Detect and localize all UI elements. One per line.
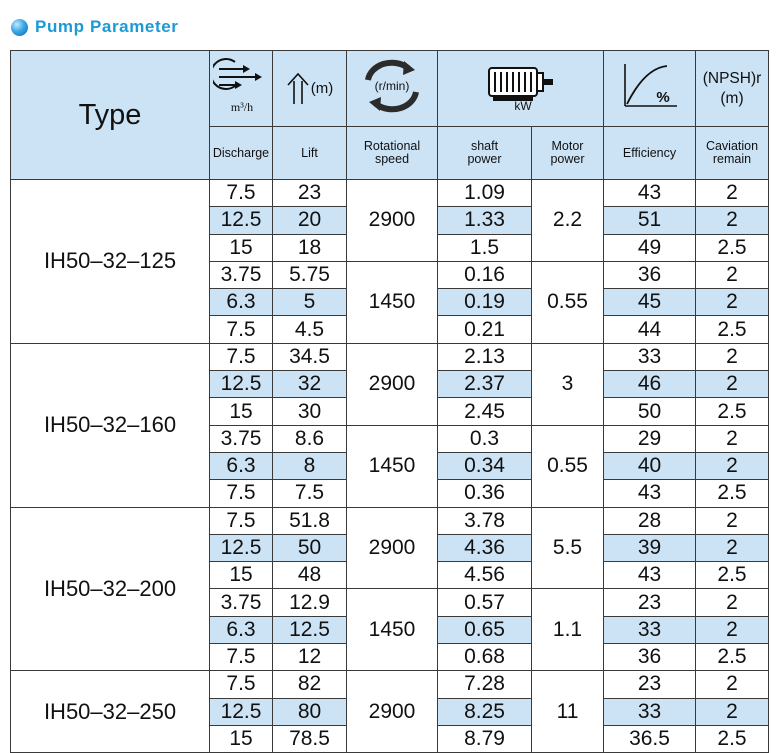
caviation-cell: 2.5 (696, 644, 769, 671)
motor-icon (483, 60, 559, 112)
shaft-power-cell: 2.45 (438, 398, 532, 425)
efficiency-cell: 43 (604, 480, 696, 507)
rotational-speed-cell: 1450 (347, 589, 438, 671)
lift-header: Lift (273, 127, 347, 180)
efficiency-cell: 29 (604, 425, 696, 452)
discharge-cell: 6.3 (210, 616, 273, 643)
efficiency-cell: 39 (604, 534, 696, 561)
caviation-cell: 2.5 (696, 398, 769, 425)
shaft-power-cell: 0.21 (438, 316, 532, 343)
caviation-cell: 2 (696, 534, 769, 561)
caviation-cell: 2.5 (696, 562, 769, 589)
power-unit-label: kW (513, 99, 532, 112)
caviation-cell: 2.5 (696, 480, 769, 507)
efficiency-cell: 33 (604, 343, 696, 370)
efficiency-curve-icon (619, 60, 681, 112)
shaft-power-cell: 8.25 (438, 698, 532, 725)
lift-cell: 80 (273, 698, 347, 725)
rotational-speed-cell: 2900 (347, 671, 438, 753)
motor-power-cell: 11 (532, 671, 604, 753)
model-type-cell: IH50–32–125 (11, 180, 210, 344)
efficiency-cell: 40 (604, 452, 696, 479)
lift-cell: 78.5 (273, 725, 347, 752)
rotational-speed-cell: 2900 (347, 180, 438, 262)
lift-cell: 12.5 (273, 616, 347, 643)
efficiency-cell: 33 (604, 698, 696, 725)
discharge-cell: 15 (210, 234, 273, 261)
motor-power-cell: 3 (532, 343, 604, 425)
shaft-power-cell: 8.79 (438, 725, 532, 752)
model-type-cell: IH50–32–250 (11, 671, 210, 753)
table-row (11, 671, 769, 698)
discharge-cell: 7.5 (210, 644, 273, 671)
motor-power-cell: 1.1 (532, 589, 604, 671)
efficiency-icon-header (604, 51, 696, 127)
caviation-cell: 2 (696, 371, 769, 398)
discharge-cell: 15 (210, 562, 273, 589)
flow-icon (213, 53, 269, 119)
motor-power-cell: 0.55 (532, 425, 604, 507)
shaft-power-cell: 0.65 (438, 616, 532, 643)
lift-cell: 4.5 (273, 316, 347, 343)
type-header: Type (11, 51, 210, 180)
caviation-cell: 2 (696, 425, 769, 452)
caviation-cell: 2 (696, 589, 769, 616)
motor-power-header: Motor power (532, 127, 604, 180)
section-title (11, 15, 179, 39)
rotational-speed-cell: 1450 (347, 261, 438, 343)
rotational-speed-cell: 2900 (347, 507, 438, 589)
discharge-cell: 7.5 (210, 343, 273, 370)
motor-power-cell: 0.55 (532, 261, 604, 343)
efficiency-cell: 46 (604, 371, 696, 398)
discharge-cell: 7.5 (210, 316, 273, 343)
shaft-power-cell: 3.78 (438, 507, 532, 534)
caviation-remain-header: Caviation remain (696, 127, 769, 180)
discharge-cell: 3.75 (210, 589, 273, 616)
efficiency-cell: 45 (604, 289, 696, 316)
lift-cell: 48 (273, 562, 347, 589)
rotational-speed-cell: 1450 (347, 425, 438, 507)
shaft-power-cell: 7.28 (438, 671, 532, 698)
caviation-cell: 2 (696, 671, 769, 698)
lift-cell: 12.9 (273, 589, 347, 616)
discharge-cell: 12.5 (210, 371, 273, 398)
shaft-power-cell: 1.5 (438, 234, 532, 261)
shaft-power-cell: 0.3 (438, 425, 532, 452)
efficiency-cell: 23 (604, 671, 696, 698)
caviation-cell: 2.5 (696, 725, 769, 752)
lift-cell: 5 (273, 289, 347, 316)
caviation-cell: 2 (696, 207, 769, 234)
table-row (11, 343, 769, 370)
speed-icon-header (347, 51, 438, 127)
discharge-cell: 7.5 (210, 180, 273, 207)
table-row (11, 180, 769, 207)
lift-icon-header (273, 51, 347, 127)
discharge-cell: 7.5 (210, 507, 273, 534)
caviation-cell: 2 (696, 698, 769, 725)
efficiency-unit-label: % (655, 89, 670, 106)
discharge-cell: 12.5 (210, 534, 273, 561)
shaft-power-cell: 1.33 (438, 207, 532, 234)
discharge-cell: 7.5 (210, 671, 273, 698)
efficiency-cell: 43 (604, 180, 696, 207)
efficiency-header: Efficiency (604, 127, 696, 180)
lift-cell: 30 (273, 398, 347, 425)
rotational-speed-header: Rotational speed (347, 127, 438, 180)
discharge-icon-header (210, 51, 273, 127)
efficiency-cell: 23 (604, 589, 696, 616)
efficiency-cell: 33 (604, 616, 696, 643)
caviation-cell: 2 (696, 261, 769, 288)
efficiency-cell: 36 (604, 261, 696, 288)
speed-unit-label: (r/min) (374, 79, 410, 93)
caviation-cell: 2 (696, 616, 769, 643)
shaft-power-cell: 4.56 (438, 562, 532, 589)
efficiency-cell: 49 (604, 234, 696, 261)
lift-cell: 18 (273, 234, 347, 261)
efficiency-cell: 51 (604, 207, 696, 234)
shaft-power-cell: 0.16 (438, 261, 532, 288)
lift-cell: 34.5 (273, 343, 347, 370)
lift-cell: 82 (273, 671, 347, 698)
rotational-speed-cell: 2900 (347, 343, 438, 425)
lift-cell: 50 (273, 534, 347, 561)
flow-unit-label: m³/h (230, 100, 254, 114)
discharge-cell: 12.5 (210, 207, 273, 234)
npsh-label: (NPSH)r (702, 69, 762, 87)
lift-cell: 51.8 (273, 507, 347, 534)
discharge-header: Discharge (210, 127, 273, 180)
shaft-power-cell: 0.57 (438, 589, 532, 616)
discharge-cell: 7.5 (210, 480, 273, 507)
caviation-cell: 2 (696, 180, 769, 207)
lift-cell: 8 (273, 452, 347, 479)
shaft-power-header: shaft power (438, 127, 532, 180)
discharge-cell: 15 (210, 725, 273, 752)
table-body (11, 180, 769, 753)
rotation-arrows-icon (360, 58, 424, 114)
discharge-cell: 3.75 (210, 425, 273, 452)
lift-cell: 7.5 (273, 480, 347, 507)
shaft-power-cell: 2.37 (438, 371, 532, 398)
lift-unit-label: (m) (310, 80, 334, 97)
efficiency-cell: 44 (604, 316, 696, 343)
npsh-unit-label: (m) (720, 89, 744, 107)
caviation-cell: 2 (696, 452, 769, 479)
discharge-cell: 12.5 (210, 698, 273, 725)
lift-cell: 23 (273, 180, 347, 207)
motor-power-cell: 5.5 (532, 507, 604, 589)
efficiency-cell: 36 (604, 644, 696, 671)
efficiency-cell: 28 (604, 507, 696, 534)
caviation-cell: 2 (696, 343, 769, 370)
shaft-power-cell: 1.09 (438, 180, 532, 207)
motor-power-cell: 2.2 (532, 180, 604, 262)
model-type-cell: IH50–32–200 (11, 507, 210, 671)
caviation-cell: 2.5 (696, 316, 769, 343)
lift-cell: 12 (273, 644, 347, 671)
bullet-dot-icon (11, 19, 28, 36)
pump-parameter-table (10, 50, 769, 753)
shaft-power-cell: 0.68 (438, 644, 532, 671)
up-arrow-icon (286, 72, 310, 106)
npsh-header (696, 51, 769, 127)
discharge-cell: 6.3 (210, 452, 273, 479)
model-type-cell: IH50–32–160 (11, 343, 210, 507)
discharge-cell: 6.3 (210, 289, 273, 316)
caviation-cell: 2 (696, 289, 769, 316)
lift-cell: 32 (273, 371, 347, 398)
power-icon-header (438, 51, 604, 127)
lift-cell: 5.75 (273, 261, 347, 288)
shaft-power-cell: 0.36 (438, 480, 532, 507)
shaft-power-cell: 0.34 (438, 452, 532, 479)
caviation-cell: 2.5 (696, 234, 769, 261)
efficiency-cell: 43 (604, 562, 696, 589)
caviation-cell: 2 (696, 507, 769, 534)
efficiency-cell: 36.5 (604, 725, 696, 752)
table-row (11, 507, 769, 534)
page-title: Pump Parameter (35, 17, 179, 36)
lift-cell: 20 (273, 207, 347, 234)
efficiency-cell: 50 (604, 398, 696, 425)
lift-cell: 8.6 (273, 425, 347, 452)
discharge-cell: 15 (210, 398, 273, 425)
shaft-power-cell: 4.36 (438, 534, 532, 561)
shaft-power-cell: 0.19 (438, 289, 532, 316)
shaft-power-cell: 2.13 (438, 343, 532, 370)
discharge-cell: 3.75 (210, 261, 273, 288)
